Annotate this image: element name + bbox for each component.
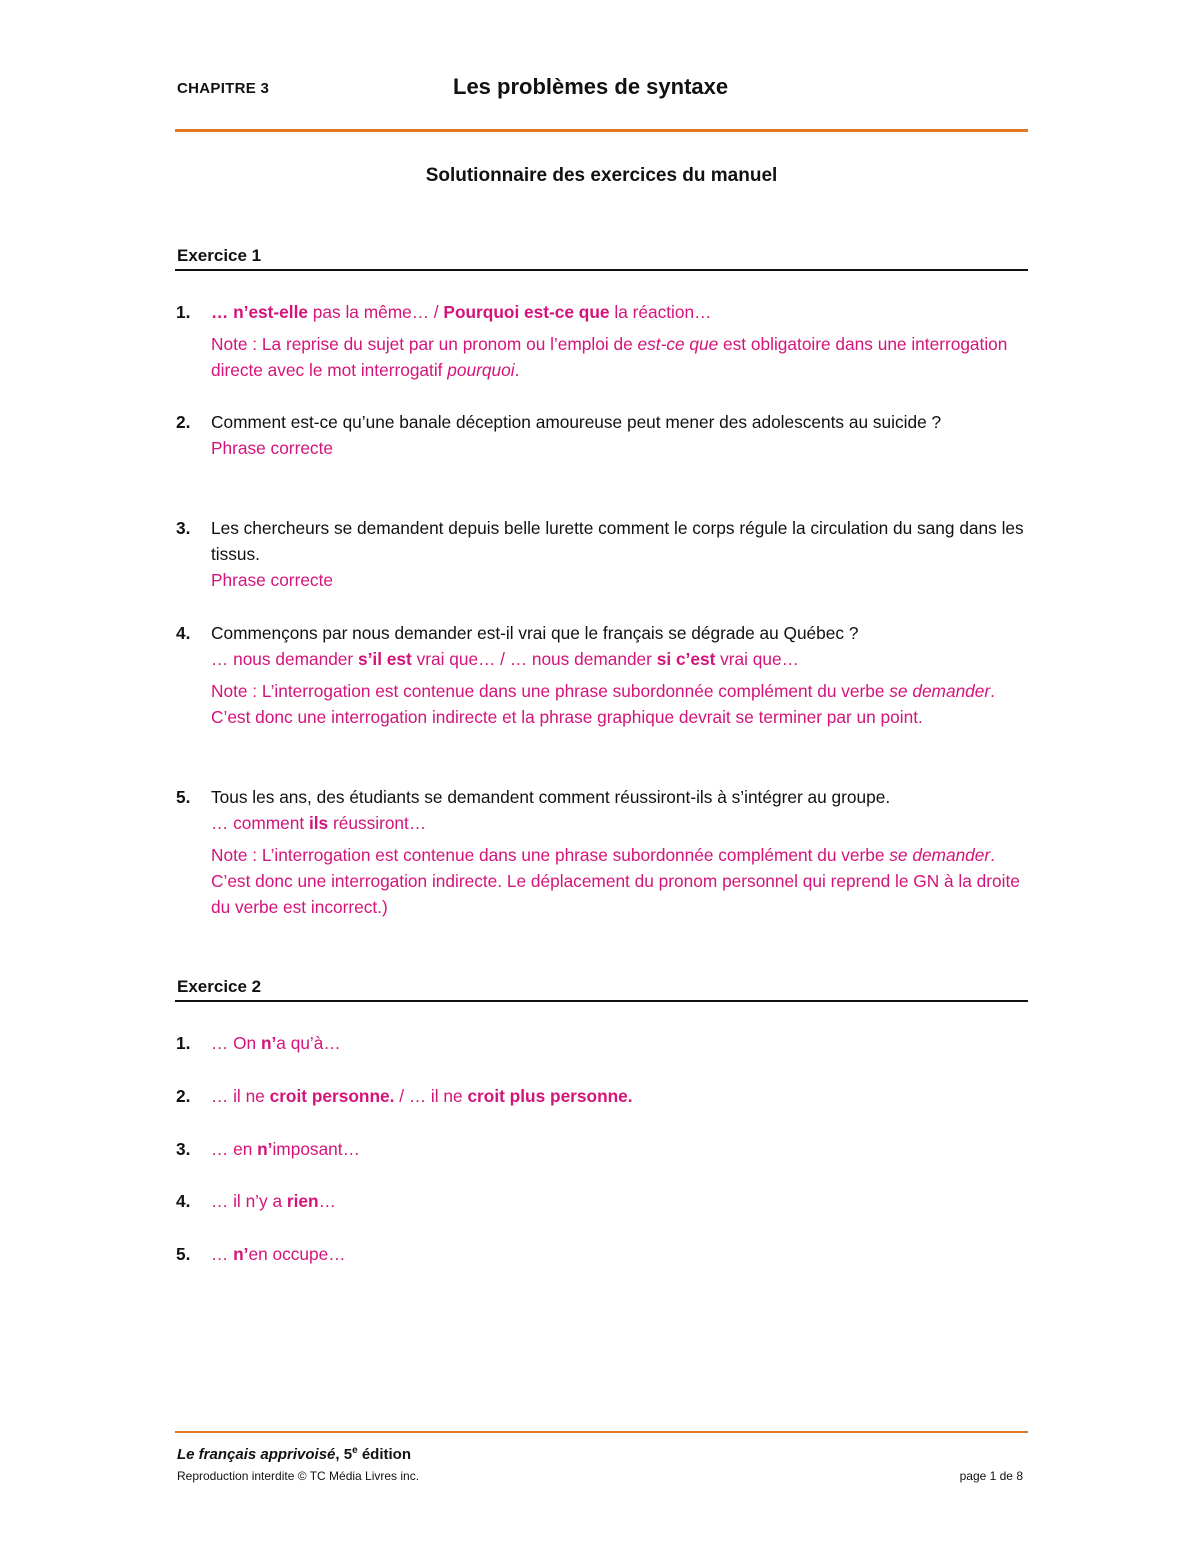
exercise2-item-5 [176, 1241, 1026, 1267]
question-text: Comment est-ce qu’une banale déception amoureuse peut mener des adolescents au suicide ? [211, 412, 942, 432]
exercise1-item-5 [176, 784, 1026, 920]
page-number: page 1 de 8 [959, 1469, 1023, 1483]
footer-book-title: Le français apprivoisé, 5e édition [177, 1445, 411, 1463]
chapter-title: Les problèmes de syntaxe [453, 74, 729, 99]
item-number: 5. [176, 1244, 191, 1264]
question-text: Les chercheurs se demandent depuis belle lurette comment le corps régule la circulation du sang dans les tissus. [211, 518, 1024, 564]
answer-line: … nous demander s’il est vrai que… / … nous demander si c’est vrai que… [211, 649, 799, 669]
answer-line: … il n’y a rien… [211, 1191, 336, 1211]
item-number: 2. [176, 1086, 191, 1106]
answer-line: Phrase correcte [211, 570, 333, 590]
answer-line: … n’est-elle pas la même… / Pourquoi est-ce que la réaction… [211, 302, 712, 322]
answer-line: Phrase correcte [211, 438, 333, 458]
answer-line: … il ne croit personne. / … il ne croit plus personne. [211, 1086, 633, 1106]
item-number: 2. [176, 412, 191, 432]
item-number: 4. [176, 1191, 191, 1211]
exercise1-rule [175, 269, 1028, 271]
chapter-label: CHAPITRE 3 [177, 80, 270, 97]
note: Note : L’interrogation est contenue dans une phrase subordonnée complément du verbe se demander. C’est donc une interrogation indirecte. Le déplacement du pronom personnel qui reprend le GN à la droite du verbe est incorrect.) [211, 845, 1020, 917]
answer-line: … n’en occupe… [211, 1244, 346, 1264]
item-number: 3. [176, 1139, 191, 1159]
item-number: 5. [176, 787, 191, 807]
exercise1-item-3 [176, 515, 1026, 593]
item-number: 4. [176, 623, 191, 643]
question-text: Tous les ans, des étudiants se demandent comment réussiront-ils à s’intégrer au groupe. [211, 787, 891, 807]
item-number: 1. [176, 1033, 191, 1053]
question-text: Commençons par nous demander est-il vrai que le français se dégrade au Québec ? [211, 623, 859, 643]
exercise1-item-4 [176, 620, 1026, 730]
exercise1-item-2 [176, 409, 1026, 461]
header-rule [175, 129, 1028, 132]
item-number: 3. [176, 518, 191, 538]
footer-rule [175, 1431, 1028, 1433]
exercise2-item-2 [176, 1083, 1026, 1109]
exercise2-item-3 [176, 1136, 1026, 1162]
item-number: 1. [176, 302, 191, 322]
footer-copyright: Reproduction interdite © TC Média Livres inc. [177, 1469, 420, 1483]
answer-line: … On n’a qu’à… [211, 1033, 341, 1053]
document-title: Solutionnaire des exercices du manuel [425, 165, 778, 186]
note: Note : L’interrogation est contenue dans une phrase subordonnée complément du verbe se demander. C’est donc une interrogation indirecte et la phrase graphique devrait se terminer par un point. [211, 681, 995, 727]
answer-line: … en n’imposant… [211, 1139, 360, 1159]
note: Note : La reprise du sujet par un pronom ou l’emploi de est-ce que est obligatoire dans une interrogation directe avec le mot interrogatif pourquoi. [211, 334, 1008, 380]
exercise2-heading: Exercice 2 [177, 977, 262, 996]
exercise2-item-4 [176, 1188, 1026, 1214]
answer-line: … comment ils réussiront… [211, 813, 427, 833]
exercise1-item-1 [176, 299, 1026, 383]
exercise2-item-1 [176, 1030, 1026, 1056]
exercise1-heading: Exercice 1 [177, 246, 262, 265]
exercise2-rule [175, 1000, 1028, 1002]
